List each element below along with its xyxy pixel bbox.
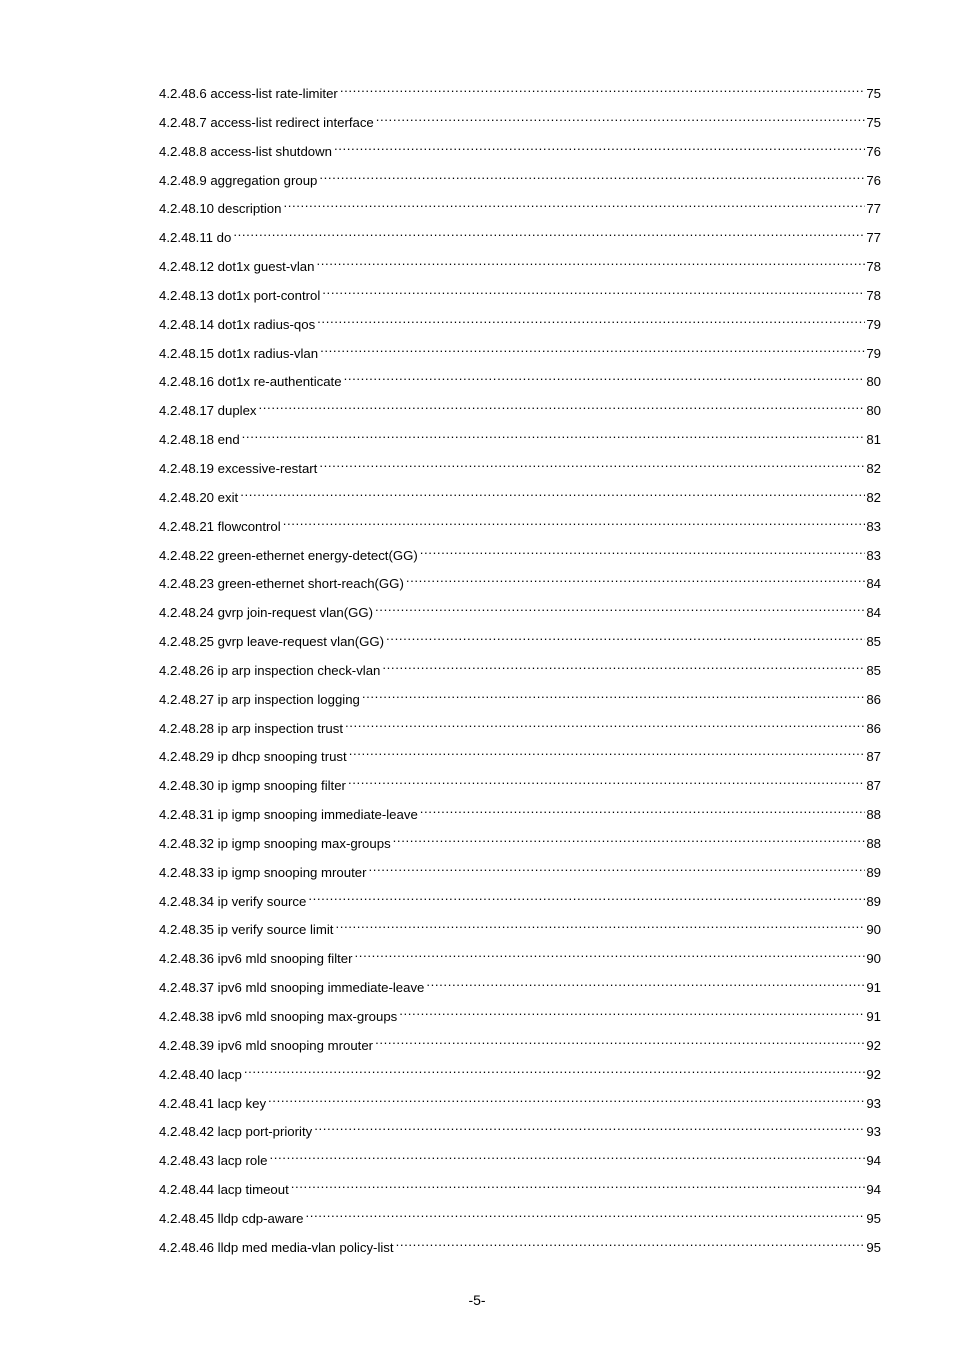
toc-entry-page-number: 83 [866,518,881,534]
toc-entry-page-number: 75 [866,114,881,130]
toc-entry-label: 4.2.48.42 lacp port-priority [159,1124,313,1140]
dot-leader [316,251,865,271]
toc-entry[interactable] [159,568,881,597]
dot-leader [375,1030,865,1050]
dot-leader [399,1001,865,1021]
toc-entry[interactable] [159,1145,881,1174]
dot-leader [320,338,865,358]
toc-entry-page-number: 83 [866,547,881,563]
dot-leader [348,770,865,790]
dot-leader [322,280,865,300]
toc-entry[interactable] [159,1174,881,1203]
toc-entry-label: 4.2.48.20 exit [159,489,239,505]
toc-entry-label: 4.2.48.14 dot1x radius-qos [159,316,316,332]
toc-entry[interactable] [159,222,881,251]
dot-leader [319,453,865,473]
dot-leader [242,424,866,444]
dot-leader [375,597,865,617]
toc-entry-label: 4.2.48.32 ip igmp snooping max-groups [159,835,391,851]
toc-entry[interactable] [159,741,881,770]
toc-entry[interactable] [159,914,881,943]
dot-leader [244,1059,865,1079]
toc-entry[interactable] [159,1232,881,1261]
toc-entry-page-number: 81 [866,432,881,448]
toc-entry-label: 4.2.48.9 aggregation group [159,172,318,188]
toc-entry-label: 4.2.48.41 lacp key [159,1095,267,1111]
toc-entry[interactable] [159,1088,881,1117]
toc-entry-page-number: 82 [866,460,881,476]
dot-leader [362,684,865,704]
toc-entry-page-number: 86 [866,720,881,736]
toc-entry[interactable] [159,943,881,972]
toc-entry[interactable] [159,1030,881,1059]
toc-entry[interactable] [159,540,881,569]
toc-entry-label: 4.2.48.25 gvrp leave-request vlan(GG) [159,634,385,650]
toc-entry-page-number: 80 [866,403,881,419]
dot-leader [355,943,866,963]
dot-leader [240,482,865,502]
toc-entry[interactable] [159,770,881,799]
toc-entry[interactable] [159,626,881,655]
toc-entry-page-number: 87 [866,749,881,765]
toc-entry[interactable] [159,165,881,194]
toc-entry[interactable] [159,655,881,684]
toc-entry[interactable] [159,684,881,713]
toc-entry-page-number: 84 [866,605,881,621]
toc-entry-label: 4.2.48.21 flowcontrol [159,518,281,534]
dot-leader [345,713,865,733]
page-number: -5- [468,1292,486,1308]
toc-entry[interactable] [159,1001,881,1030]
dot-leader [426,972,865,992]
toc-entry-label: 4.2.48.45 lldp cdp-aware [159,1210,304,1226]
dot-leader [283,193,865,213]
toc-entry-page-number: 85 [866,634,881,650]
dot-leader [344,366,866,386]
toc-entry[interactable] [159,338,881,367]
toc-entry-label: 4.2.48.38 ipv6 mld snooping max-groups [159,1009,398,1024]
toc-entry[interactable] [159,713,881,742]
toc-entry-page-number: 89 [866,893,881,909]
dot-leader [335,914,865,934]
toc-entry[interactable] [159,78,881,107]
toc-entry-page-number: 91 [866,1009,881,1024]
toc-entry-label: 4.2.48.23 green-ethernet short-reach(GG) [159,576,404,592]
dot-leader [334,136,865,156]
toc-entry-label: 4.2.48.43 lacp role [159,1153,268,1169]
dot-leader [340,78,866,98]
toc-entry-page-number: 80 [866,374,881,390]
toc-entry[interactable] [159,972,881,1001]
dot-leader [270,1145,866,1165]
toc-entry-label: 4.2.48.37 ipv6 mld snooping immediate-leave [159,980,425,996]
toc-entry-label: 4.2.48.26 ip arp inspection check-vlan [159,662,381,678]
toc-entry[interactable] [159,453,881,482]
toc-entry-page-number: 79 [866,316,881,332]
toc-entry-label: 4.2.48.7 access-list redirect interface [159,114,374,130]
toc-entry-page-number: 76 [866,172,881,188]
toc-entry-page-number: 89 [866,864,881,880]
toc-entry-label: 4.2.48.19 excessive-restart [159,460,318,476]
toc-entry-page-number: 75 [866,86,881,101]
toc-entry-page-number: 88 [866,835,881,851]
toc-entry-label: 4.2.48.6 access-list rate-limiter [159,86,338,101]
toc-entry[interactable] [159,511,881,540]
toc-entry-label: 4.2.48.11 do [159,230,232,246]
toc-entry-label: 4.2.48.16 dot1x re-authenticate [159,374,342,390]
toc-entry-label: 4.2.48.40 lacp [159,1066,242,1082]
dot-leader [305,1203,865,1223]
toc-entry-page-number: 77 [866,201,881,217]
toc-entry-page-number: 92 [866,1037,881,1053]
toc-entry-label: 4.2.48.27 ip arp inspection logging [159,691,360,707]
table-of-contents [159,78,881,1261]
toc-entry[interactable] [159,886,881,915]
toc-entry-label: 4.2.48.46 lldp med media-vlan policy-list [159,1239,394,1255]
toc-entry[interactable] [159,1059,881,1088]
dot-leader [406,568,865,588]
toc-entry[interactable] [159,251,881,280]
dot-leader [382,655,865,675]
dot-leader [291,1174,866,1194]
toc-entry-label: 4.2.48.24 gvrp join-request vlan(GG) [159,605,374,621]
toc-entry-page-number: 93 [866,1095,881,1111]
toc-entry-page-number: 91 [866,980,881,996]
toc-entry-label: 4.2.48.12 dot1x guest-vlan [159,259,315,275]
toc-entry[interactable] [159,309,881,338]
toc-entry-page-number: 92 [866,1066,881,1082]
toc-entry[interactable] [159,280,881,309]
toc-entry[interactable] [159,1203,881,1232]
toc-entry-page-number: 87 [866,778,881,794]
toc-entry[interactable] [159,597,881,626]
toc-entry[interactable] [159,857,881,886]
toc-entry[interactable] [159,799,881,828]
toc-entry[interactable] [159,482,881,511]
toc-entry-label: 4.2.48.33 ip igmp snooping mrouter [159,864,367,880]
toc-entry-page-number: 95 [866,1210,881,1226]
dot-leader [319,165,865,185]
dot-leader [386,626,865,646]
toc-entry-page-number: 79 [866,345,881,361]
dot-leader [376,107,866,127]
toc-entry-label: 4.2.48.44 lacp timeout [159,1182,289,1198]
dot-leader [396,1232,866,1252]
toc-entry[interactable] [159,136,881,165]
dot-leader [308,886,865,906]
toc-entry-label: 4.2.48.13 dot1x port-control [159,287,321,303]
dot-leader [317,309,865,329]
toc-entry-label: 4.2.48.36 ipv6 mld snooping filter [159,951,353,967]
toc-entry-page-number: 88 [866,807,881,823]
toc-entry-page-number: 82 [866,489,881,505]
toc-entry-page-number: 90 [866,951,881,967]
toc-entry-page-number: 78 [866,287,881,303]
dot-leader [314,1116,865,1136]
toc-entry-page-number: 94 [866,1182,881,1198]
dot-leader [283,511,866,531]
toc-entry-page-number: 78 [866,259,881,275]
dot-leader [259,395,866,415]
dot-leader [420,540,866,560]
toc-entry[interactable] [159,193,881,222]
dot-leader [233,222,865,242]
toc-entry-page-number: 93 [866,1124,881,1140]
dot-leader [420,799,866,819]
toc-entry-page-number: 95 [866,1239,881,1255]
dot-leader [268,1088,865,1108]
toc-entry-label: 4.2.48.18 end [159,432,240,448]
toc-entry-label: 4.2.48.30 ip igmp snooping filter [159,778,346,794]
dot-leader [349,741,866,761]
toc-entry[interactable] [159,828,881,857]
toc-entry-label: 4.2.48.28 ip arp inspection trust [159,720,344,736]
toc-entry-page-number: 86 [866,691,881,707]
toc-entry[interactable] [159,107,881,136]
toc-entry[interactable] [159,424,881,453]
toc-entry-page-number: 85 [866,662,881,678]
toc-entry-label: 4.2.48.39 ipv6 mld snooping mrouter [159,1037,374,1053]
toc-entry-label: 4.2.48.31 ip igmp snooping immediate-leave [159,807,418,823]
toc-entry[interactable] [159,395,881,424]
toc-entry-label: 4.2.48.34 ip verify source [159,893,307,909]
toc-entry-label: 4.2.48.15 dot1x radius-vlan [159,345,319,361]
toc-entry-page-number: 76 [866,143,881,159]
toc-entry-label: 4.2.48.29 ip dhcp snooping trust [159,749,347,765]
toc-entry-page-number: 94 [866,1153,881,1169]
toc-entry-label: 4.2.48.17 duplex [159,403,257,419]
toc-entry-label: 4.2.48.8 access-list shutdown [159,143,332,159]
toc-entry-page-number: 90 [866,922,881,938]
toc-entry-label: 4.2.48.22 green-ethernet energy-detect(GG) [159,547,418,563]
dot-leader [393,828,866,848]
toc-entry-page-number: 84 [866,576,881,592]
toc-entry[interactable] [159,366,881,395]
dot-leader [368,857,865,877]
toc-entry-label: 4.2.48.10 description [159,201,282,217]
toc-entry[interactable] [159,1116,881,1145]
toc-entry-label: 4.2.48.35 ip verify source limit [159,922,334,938]
toc-entry-page-number: 77 [866,230,881,246]
